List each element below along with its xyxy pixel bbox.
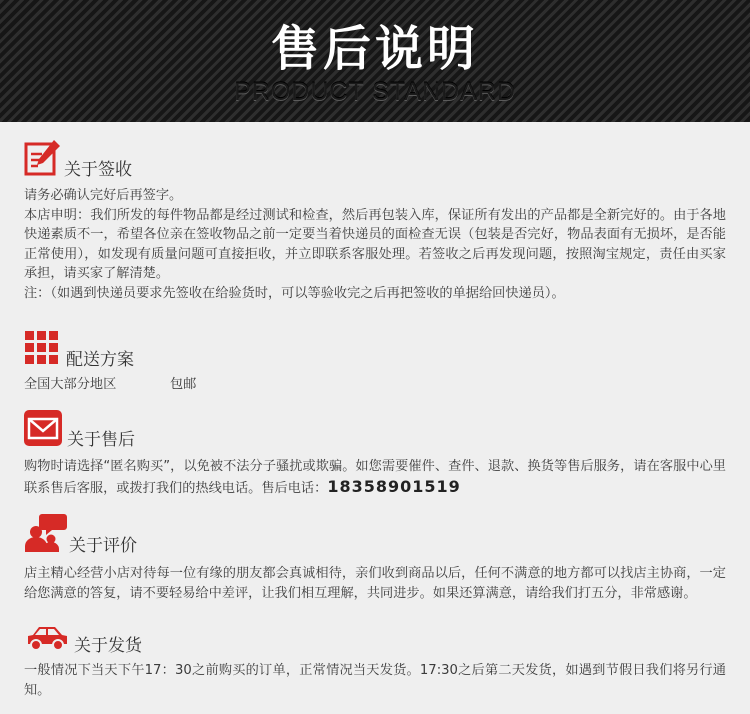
section-header bbox=[24, 412, 726, 452]
section-header bbox=[24, 518, 726, 558]
section-sign bbox=[24, 142, 726, 303]
section-review bbox=[24, 518, 726, 603]
paragraph: 购物时请选择“匿名购买”，以免被不法分子骚扰或欺骗。如您需要催件、查件、退款、换货等售后服务，请在客服中心里联系售后客服，或拨打我们的热线电话。售后电话： bbox=[24, 459, 726, 496]
delivery-row bbox=[24, 375, 726, 394]
section-after-sales bbox=[24, 412, 726, 498]
section-header bbox=[24, 332, 726, 372]
paragraph: 请务必确认完好后再签字。 bbox=[24, 188, 183, 203]
section-shipping bbox=[24, 626, 726, 700]
envelope-icon bbox=[24, 410, 62, 450]
hotline-number: 18358901519 bbox=[327, 476, 461, 496]
paragraph: 本店申明：我们所发的每件物品都是经过测试和检查，然后再包装入库，保证所有发出的产品都是全新完好的。由于各地快递素质不一，希望各位亲在签收物品之前一定要当着快递员的面检查无误（包装是否完好，物品表面有无损坏，是否能正常使用），如发现有质量问题可直接拒收，并立即联系客服处理。若签收之后再发现问题，按照淘宝规定，责任由买家承担，请买家了解清楚。 bbox=[24, 207, 726, 281]
header-banner bbox=[0, 0, 750, 122]
section-body bbox=[24, 564, 726, 603]
section-delivery bbox=[24, 332, 726, 394]
section-body bbox=[24, 186, 726, 303]
paragraph: 注：（如遇到快递员要求先签收在给验货时，可以等验收完之后再把签收的单据给回快递员）。 bbox=[24, 285, 565, 301]
page-title: 售后说明 bbox=[270, 21, 479, 77]
delivery-shipping: 包邮 bbox=[170, 377, 197, 392]
paragraph: 店主精心经营小店对待每一位有缘的朋友都会真诚相待，亲们收到商品以后，任何不满意的地方都可以找店主协商，一定给您满意的答复，请不要轻易给中差评，让我们相互理解，共同进步。如果还算满意，请给我们打五分，非常感谢。 bbox=[24, 566, 726, 601]
section-body bbox=[24, 661, 726, 700]
section-title: 关于售后 bbox=[67, 430, 135, 450]
section-body bbox=[24, 457, 726, 498]
page-subtitle: PRODUCT STANDARD bbox=[234, 78, 516, 106]
section-title: 关于评价 bbox=[69, 536, 137, 556]
section-title: 配送方案 bbox=[66, 350, 134, 370]
pen-paper-icon bbox=[24, 138, 62, 180]
car-icon bbox=[24, 624, 70, 656]
delivery-region: 全国大部分地区 bbox=[24, 377, 117, 392]
section-title: 关于发货 bbox=[74, 636, 142, 656]
paragraph: 一般情况下当天下午17：30之前购买的订单，正常情况当天发货。17:30之后第二天发货，如遇到节假日我们将另行通知。 bbox=[24, 663, 726, 698]
grid-icon bbox=[24, 330, 60, 370]
users-chat-icon bbox=[24, 512, 68, 556]
section-header bbox=[24, 142, 726, 182]
section-header bbox=[24, 626, 726, 658]
section-title: 关于签收 bbox=[64, 160, 132, 180]
